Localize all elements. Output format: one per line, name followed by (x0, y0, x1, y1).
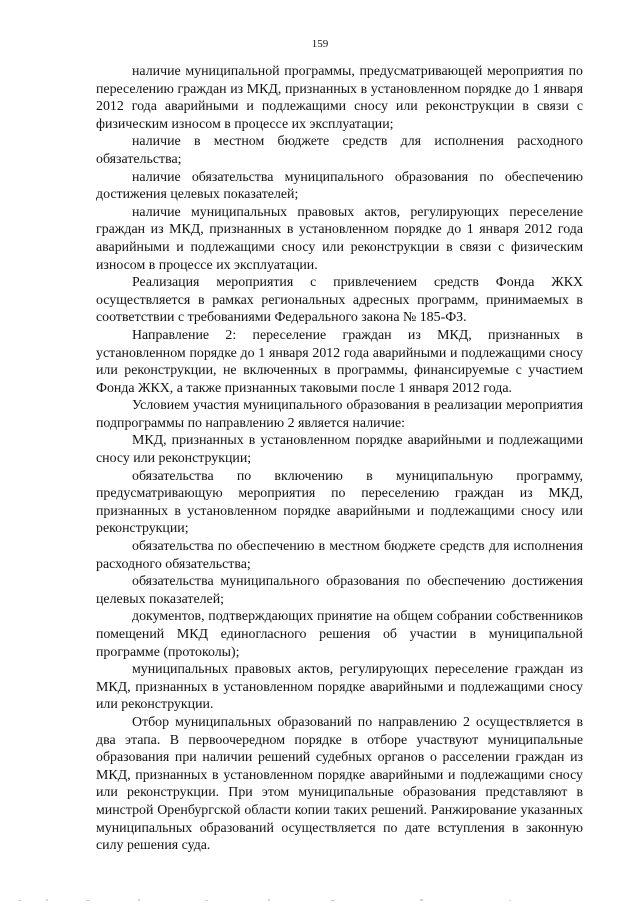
paragraph: МКД, признанных в установленном порядке аварийными и подлежащими сносу или реконструкции; (96, 433, 583, 467)
scan-speck (420, 899, 423, 901)
paragraph: наличие муниципальной программы, предусматривающей мероприятия по переселению граждан из МКД, признанных в установленном порядке до 1 января 2012 года аварийными и подлежащими сносу или реконструкции в связи с физическим износом в процессе их эксплуатации; (96, 64, 583, 132)
scan-speck (86, 900, 90, 901)
paragraph: документов, подтверждающих принятие на общем собрании собственников помещений МКД единогласного решения об участии в муниципальной программе (протоколы); (96, 609, 583, 660)
paragraph: обязательства по включению в муниципальную программу, предусматривающую мероприятия по переселению граждан из МКД, признанных в установленном порядке аварийными и подлежащими сносу или реконструкции; (96, 468, 583, 537)
scan-speck (331, 900, 335, 901)
page-number: 159 (311, 38, 329, 50)
paragraph: Отбор муниципальных образований по направлению 2 осуществляется в два этапа. В первоочередном порядке в отборе участвуют муниципальные образования при наличии решений судебных органов о расселении граждан из МКД, признанных в установленном порядке аварийными и подлежащими сносу или реконструкции. При этом муниципальные образования представляют в минстрой Оренбургской области копии таких решений. Ранжирование указанных муниципальных образований осуществляется по дате вступления в законную силу решения суда. (96, 714, 583, 854)
paragraph: Условием участия муниципального образования в реализации мероприятия подпрограммы по направлению 2 является наличие: (96, 398, 583, 431)
scan-speck (138, 899, 140, 901)
scan-speck (509, 900, 511, 901)
paragraph: Направление 2: переселение граждан из МКД, признанных в установленном порядке до 1 января 2012 года аварийными и подлежащими сносу или реконструкции, не включенных в программы, финансируемые с участием Фонда ЖКХ, а также признанных таковыми после 1 января 2012 года. (96, 327, 583, 396)
paragraph: Реализация мероприятия с привлечением средств Фонда ЖКХ осуществляется в рамках региональных адресных программ, принимаемых в соответствии с требованиями Федерального закона № 185-ФЗ. (96, 275, 583, 326)
scan-speck (18, 900, 21, 901)
paragraph: наличие в местном бюджете средств для исполнения расходного обязательства; (96, 134, 583, 167)
scan-speck (46, 899, 48, 901)
paragraph: муниципальных правовых актов, регулирующих переселение граждан из МКД, признанных в установленном порядке аварийными и подлежащими сносу или реконструкции. (96, 662, 583, 713)
paragraph: обязательства муниципального образования по обеспечению достижения целевых показателей; (96, 574, 583, 607)
body-text (96, 63, 583, 855)
paragraph: обязательства по обеспечению в местном бюджете средств для исполнения расходного обязательства; (96, 539, 583, 572)
paragraph: наличие муниципальных правовых актов, регулирующих переселение граждан из МКД, признанных в установленном порядке до 1 января 2012 года аварийными и подлежащими сносу или реконструкции в связи с физическим износом в процессе их эксплуатации. (96, 204, 583, 273)
scan-artifacts (0, 896, 640, 905)
scan-speck (268, 899, 270, 901)
scan-speck (205, 900, 208, 901)
paragraph: наличие обязательства муниципального образования по обеспечению достижения целевых показателей; (96, 169, 583, 203)
